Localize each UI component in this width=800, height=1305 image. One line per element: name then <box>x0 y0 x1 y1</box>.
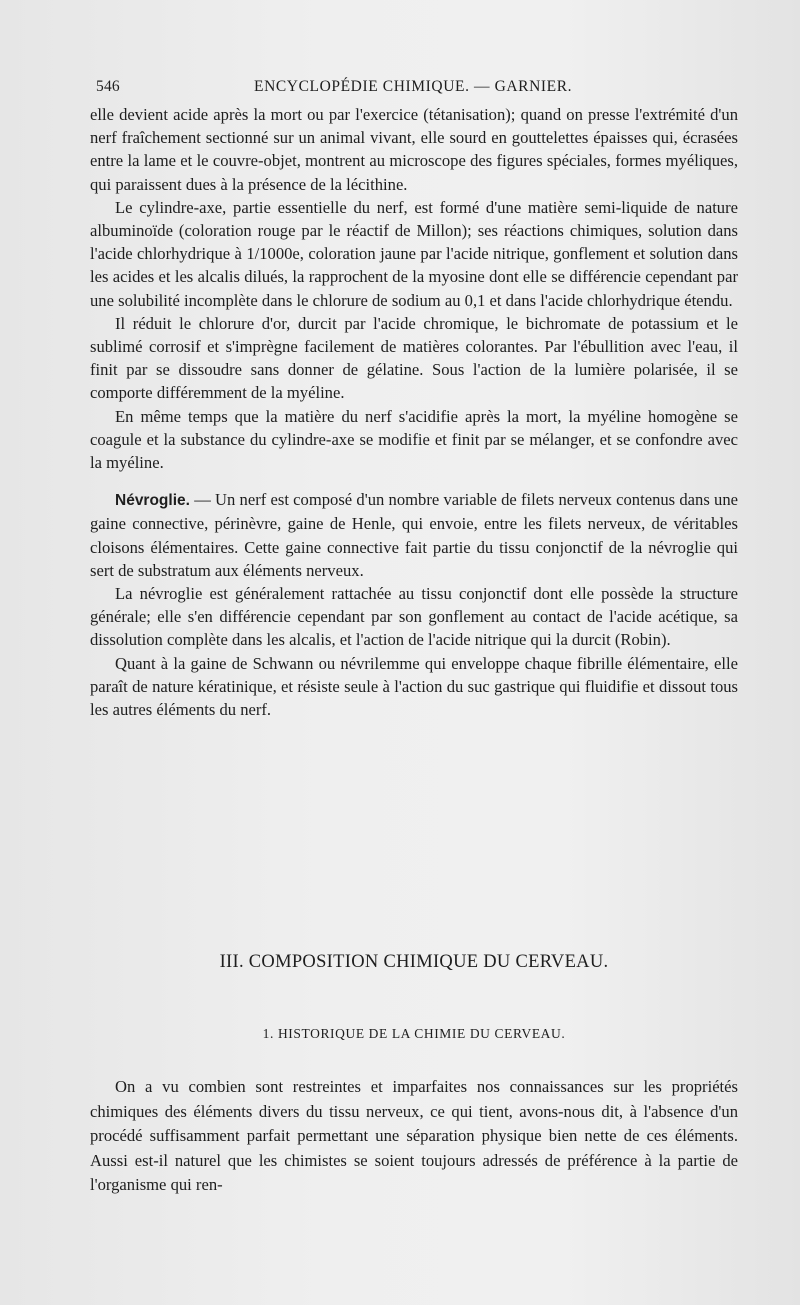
paragraph-nevroglie-structure: La névroglie est généralement rattachée au tissu conjonctif dont elle possède la structure générale; elle s'en différencie cependant par son gonflement au contact de l'acide acétique, sa dissolution complète dans les alcalis, et l'action de l'acide nitrique qui la durcit (Robin). <box>90 584 738 650</box>
paragraph-gaine-schwann: Quant à la gaine de Schwann ou névrilemme qui enveloppe chaque fibrille élémentaire, elle paraît de nature kératinique, et résiste seule à l'action du suc gastrique qui fluidifie et dissout tous les autres éléments du nerf. <box>90 653 738 720</box>
running-head <box>96 78 696 98</box>
header-title: ENCYCLOPÉDIE CHIMIQUE. — GARNIER. <box>254 78 573 95</box>
paragraph-myeline-continued: elle devient acide après la mort ou par l'exercice (tétanisation); quand on presse l'extrémité d'un nerf fraîchement sectionné sur un animal vivant, elle sourd en gouttelettes épaisses qui, écrasées entre la lame et le couvre-objet, montrent au microscope des figures spéciales, formes myéliques, qui paraissent dues à la présence de la lécithine. <box>90 105 738 194</box>
section-heading: III. COMPOSITION CHIMIQUE DU CERVEAU. <box>219 952 609 972</box>
page-number: 546 <box>96 78 120 95</box>
paragraph-historique: On a vu combien sont restreintes et imparfaites nos connaissances sur les propriétés chimiques des éléments divers du tissu nerveux, ce qui tient, avons-nous dit, à l'absence d'un procédé suffisamment parfait permettant une séparation physique bien nette de ces éléments. Aussi est-il naturel que les chimistes se soient toujours adressés de préférence à la partie de l'organisme qui ren- <box>90 1077 738 1194</box>
body-text <box>90 103 738 721</box>
nevroglie-lead: Névroglie. <box>115 492 190 510</box>
historique-text <box>90 1075 738 1198</box>
paragraph-reactions: Il réduit le chlorure d'or, durcit par l'acide chromique, le bichromate de potassium et le sublimé corrosif et s'imprègne facilement de matières colorantes. Par l'ébullition avec l'eau, il finit par se dissoudre sans donner de gélatine. Sous l'action de la lumière polarisée, il se comporte différemment de la myéline. <box>90 313 738 403</box>
nevroglie-text: — Un nerf est composé d'un nombre variable de filets nerveux contenus dans une gaine connective, périnèvre, gaine de Henle, qui envoie, entre les filets nerveux, de véritables cloisons élémentaires. Cette gaine connective fait partie du tissu conjonctif de la névroglie qui sert de substratum aux éléments nerveux. <box>90 490 738 580</box>
paragraph-cylindre-axe: Le cylindre-axe, partie essentielle du nerf, est formé d'une matière semi-liquide de nature albuminoïde (coloration rouge par le réactif de Millon); ses réactions chimiques, solution dans l'acide chlorhydrique à 1/1000e, coloration jaune par l'acide nitrique, gonflement et solution dans les acides et les alcalis dilués, la rapprochent de la myosine dont elle se différencie cependant par une solubilité incomplète dans le chlorure de sodium au 0,1 et dans l'acide chlorhydrique étendu. <box>90 197 738 310</box>
paragraph-nevroglie <box>90 488 738 582</box>
sub-heading: 1. HISTORIQUE DE LA CHIMIE DU CERVEAU. <box>262 1026 566 1041</box>
paragraph-acidification: En même temps que la matière du nerf s'acidifie après la mort, la myéline homogène se coagule et la substance du cylindre-axe se modifie et finit par se mélanger, et se confondre avec la myéline. <box>90 406 738 473</box>
